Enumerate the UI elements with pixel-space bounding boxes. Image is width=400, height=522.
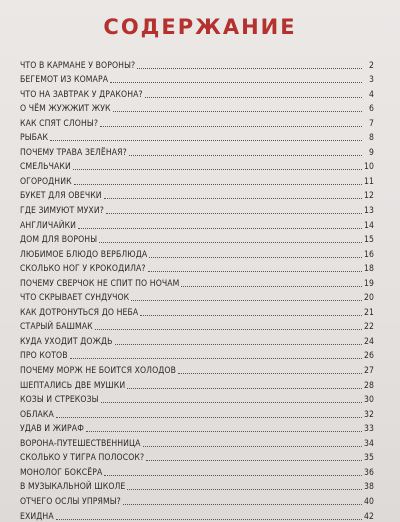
toc-dot-leader [145, 97, 362, 98]
toc-dot-leader [73, 169, 362, 170]
toc-dot-leader [143, 446, 362, 447]
toc-entry-title: ЧТО СКРЫВАЕТ СУНДУЧОК [20, 293, 130, 304]
toc-dot-leader [113, 111, 362, 112]
toc-entry [20, 391, 374, 406]
toc-entry-page-number: 30 [363, 395, 374, 406]
toc-entry-title: В МУЗЫКАЛЬНОЙ ШКОЛЕ [20, 482, 126, 493]
toc-entry [20, 216, 374, 231]
toc-entry [20, 56, 374, 71]
toc-dot-leader [127, 388, 362, 389]
toc-entry [20, 143, 374, 158]
toc-entry-page-number: 15 [363, 235, 374, 246]
toc-entry [20, 376, 374, 391]
toc-dot-leader [78, 228, 362, 229]
toc-entry-title: СКОЛЬКО НОГ У КРОКОДИЛА? [20, 264, 146, 275]
toc-entry-page-number: 18 [363, 264, 374, 275]
toc-entry-title: ЛЮБИМОЕ БЛЮДО ВЕРБЛЮДА [20, 249, 148, 260]
toc-dot-leader [101, 402, 362, 403]
toc-entry [20, 478, 374, 493]
toc-entry [20, 245, 374, 260]
toc-entry [20, 318, 374, 333]
toc-dot-leader [148, 271, 362, 272]
toc-entry-title: КОЗЫ И СТРЕКОЗЫ [20, 395, 99, 406]
toc-entry-page-number: 36 [363, 467, 374, 478]
toc-dot-leader [178, 373, 362, 374]
toc-entry-title: КАК ДОТРОНУТЬСЯ ДО НЕБА [20, 307, 139, 318]
toc-entry-title: ОГОРОДНИК [20, 176, 72, 187]
toc-entry [20, 114, 374, 129]
toc-entry-title: БЕГЕМОТ ИЗ КОМАРА [20, 75, 109, 86]
toc-dot-leader [146, 460, 362, 461]
toc-entry-page-number: 26 [363, 351, 374, 362]
toc-dot-leader [140, 315, 362, 316]
toc-dot-leader [56, 519, 362, 520]
toc-dot-leader [104, 198, 362, 199]
toc-entry-title: ЧТО В КАРМАНЕ У ВОРОНЫ? [20, 60, 136, 71]
toc-entry-title: ЧТО НА ЗАВТРАК У ДРАКОНА? [20, 89, 143, 100]
toc-dot-leader [129, 155, 362, 156]
toc-entry-page-number: 3 [368, 75, 374, 86]
toc-entry [20, 289, 374, 304]
toc-entry-page-number: 24 [363, 336, 374, 347]
toc-dot-leader [127, 489, 362, 490]
toc-entry-page-number: 11 [363, 176, 374, 187]
toc-entry-page-number: 33 [363, 424, 374, 435]
toc-entry-page-number: 7 [368, 118, 374, 129]
toc-entry-page-number: 21 [363, 307, 374, 318]
toc-entry [20, 187, 374, 202]
toc-entry-page-number: 28 [363, 380, 374, 391]
toc-entry-title: ГДЕ ЗИМУЮТ МУХИ? [20, 206, 104, 217]
toc-entry-page-number: 8 [368, 133, 374, 144]
toc-entry-page-number: 14 [363, 220, 374, 231]
toc-entry-title: О ЧЁМ ЖУЖЖИТ ЖУК [20, 104, 111, 115]
toc-dot-leader [110, 82, 362, 83]
toc-entry [20, 100, 374, 115]
toc-entry-title: ВОРОНА-ПУТЕШЕСТВЕННИЦА [20, 438, 141, 449]
toc-dot-leader [99, 242, 362, 243]
toc-dot-leader [104, 475, 362, 476]
toc-entry-page-number: 10 [363, 162, 374, 173]
toc-entry [20, 405, 374, 420]
toc-entry [20, 129, 374, 144]
toc-entry-page-number: 6 [368, 104, 374, 115]
toc-entry-page-number: 42 [363, 511, 374, 522]
toc-entry [20, 303, 374, 318]
toc-entry [20, 158, 374, 173]
toc-entry [20, 361, 374, 376]
toc-entry-title: БУКЕТ ДЛЯ ОВЕЧКИ [20, 191, 102, 202]
toc-dot-leader [181, 286, 362, 287]
toc-dot-leader [115, 344, 362, 345]
toc-dot-leader [70, 358, 362, 359]
toc-entry [20, 71, 374, 86]
toc-entry [20, 347, 374, 362]
toc-entry [20, 274, 374, 289]
toc-entry-title: ПОЧЕМУ ТРАВА ЗЕЛЁНАЯ? [20, 147, 127, 158]
toc-entry [20, 85, 374, 100]
toc-entry-title: ОТЧЕГО ОСЛЫ УПРЯМЫ? [20, 496, 121, 507]
toc-dot-leader [106, 213, 362, 214]
toc-entry-title: СКОЛЬКО У ТИГРА ПОЛОСОК? [20, 453, 145, 464]
toc-entry-title: ПОЧЕМУ МОРЖ НЕ БОИТСЯ ХОЛОДОВ [20, 366, 177, 377]
toc-entry-page-number: 16 [363, 249, 374, 260]
toc-entry [20, 231, 374, 246]
toc-dot-leader [123, 504, 362, 505]
toc-entry-page-number: 13 [363, 206, 374, 217]
toc-entry-page-number: 19 [363, 278, 374, 289]
toc-entry-title: ДОМ ДЛЯ ВОРОНЫ [20, 235, 98, 246]
toc-entry-title: СМЕЛЬЧАКИ [20, 162, 71, 173]
toc-entry-page-number: 27 [363, 366, 374, 377]
toc-dot-leader [95, 329, 362, 330]
toc-entry-title: МОНОЛОГ БОКСЁРА [20, 467, 103, 478]
toc-entry [20, 492, 374, 507]
toc-dot-leader [100, 126, 362, 127]
toc-entry-page-number: 40 [363, 496, 374, 507]
toc-dot-leader [86, 431, 362, 432]
toc-entry-title: ПОЧЕМУ СВЕРЧОК НЕ СПИТ ПО НОЧАМ [20, 278, 180, 289]
toc-entry-page-number: 9 [368, 147, 374, 158]
toc-entry-title: УДАВ И ЖИРАФ [20, 424, 84, 435]
toc-entry-page-number: 35 [363, 453, 374, 464]
toc-entry [20, 434, 374, 449]
toc-entry-page-number: 4 [368, 89, 374, 100]
toc-entry-title: ПРО КОТОВ [20, 351, 68, 362]
page-title: СОДЕРЖАНИЕ [103, 15, 297, 39]
toc-entry-title: СТАРЫЙ БАШМАК [20, 322, 93, 333]
toc-entry [20, 260, 374, 275]
toc-entry [20, 463, 374, 478]
toc-entry-page-number: 22 [363, 322, 374, 333]
toc-entry-title: РЫБАК [20, 133, 49, 144]
toc-entry-title: КУДА УХОДИТ ДОЖДЬ [20, 336, 113, 347]
toc-entry [20, 449, 374, 464]
toc-entry-page-number: 34 [363, 438, 374, 449]
toc-entry-page-number: 38 [363, 482, 374, 493]
table-of-contents [20, 56, 374, 522]
toc-entry [20, 172, 374, 187]
toc-entry-title: ЕХИДНА [20, 511, 54, 522]
toc-entry-page-number: 2 [368, 60, 374, 71]
toc-dot-leader [50, 140, 362, 141]
toc-entry-page-number: 20 [363, 293, 374, 304]
toc-entry-title: АНГЛИЧАЙКИ [20, 220, 77, 231]
toc-dot-leader [137, 68, 362, 69]
toc-entry-title: ШЕПТАЛИСЬ ДВЕ МУШКИ [20, 380, 126, 391]
toc-entry-title: ОБЛАКА [20, 409, 54, 420]
toc-dot-leader [74, 184, 362, 185]
toc-entry-title: КАК СПЯТ СЛОНЫ? [20, 118, 99, 129]
toc-entry-page-number: 12 [363, 191, 374, 202]
toc-entry [20, 507, 374, 522]
toc-entry [20, 420, 374, 435]
toc-entry [20, 332, 374, 347]
toc-dot-leader [149, 257, 362, 258]
toc-dot-leader [56, 417, 362, 418]
toc-entry-page-number: 32 [363, 409, 374, 420]
toc-dot-leader [131, 300, 362, 301]
toc-entry [20, 201, 374, 216]
